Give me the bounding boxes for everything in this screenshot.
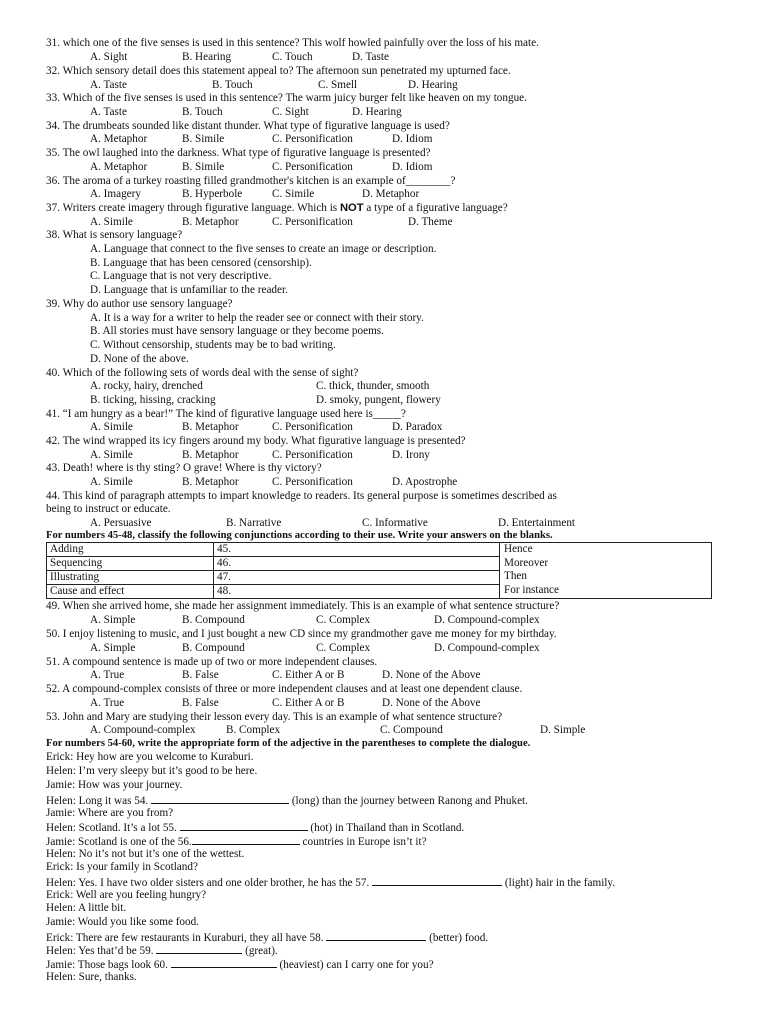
option-d[interactable]: D. Theme [408, 216, 453, 228]
option-a[interactable]: A. Metaphor [90, 161, 148, 173]
question-40: 40. Which of the following sets of words deal with the sense of sight? [46, 367, 359, 379]
dialogue-line: Jamie: Scotland is one of the 56. countries in Europe isn’t it? [46, 833, 768, 847]
option-b[interactable]: B. Metaphor [182, 476, 239, 488]
answer-blank-58[interactable] [326, 929, 426, 941]
options-41 [0, 420, 768, 434]
question-39: 39. Why do author use sensory language? [46, 298, 233, 310]
answer-blank[interactable]: 47. [214, 571, 500, 585]
option-d[interactable]: D. Paradox [392, 421, 443, 433]
option-c[interactable]: C. Either A or B [272, 697, 345, 709]
question-35: 35. The owl laughed into the darkness. What type of figurative language is presented? [46, 147, 431, 159]
dialogue-line: Jamie: Would you like some food. [46, 916, 200, 928]
answer-blank[interactable]: 45. [214, 543, 500, 557]
option-a[interactable]: A. Simple [90, 614, 136, 626]
option-c[interactable]: C. thick, thunder, smooth [316, 380, 430, 392]
option-b[interactable]: B. False [182, 697, 219, 709]
answer-blank-56[interactable] [192, 833, 300, 845]
answer-blank-54[interactable] [151, 792, 289, 804]
options-40-row1 [0, 379, 768, 393]
option-d[interactable]: D. Entertainment [498, 517, 576, 529]
option-c[interactable]: C. Simile [272, 188, 315, 200]
conjunction-word: For instance [504, 583, 559, 596]
table-row: Adding 45. Hence Moreover Then For instance [47, 543, 712, 557]
option-a[interactable]: A. True [90, 669, 125, 681]
option-b[interactable]: B. Metaphor [182, 421, 239, 433]
option-b[interactable]: B. Complex [226, 724, 281, 736]
answer-blank-59[interactable] [156, 942, 242, 954]
option-39-d[interactable]: D. None of the above. [90, 353, 189, 365]
dialogue-line: Jamie: How was your journey. [46, 779, 183, 791]
dialogue-line: Erick: There are few restaurants in Kuraburi, they all have 58. (better) food. [46, 929, 768, 943]
adjective-instruction: For numbers 54-60, write the appropriate form of the adjective in the parentheses to complete the dialogue. [46, 738, 531, 749]
option-38-c[interactable]: C. Language that is not very descriptive. [90, 270, 272, 282]
option-a[interactable]: A. Metaphor [90, 133, 148, 145]
options-52 [0, 696, 768, 710]
options-34 [0, 132, 768, 146]
options-32 [0, 78, 768, 92]
option-a[interactable]: A. Simile [90, 216, 133, 228]
option-a[interactable]: A. Simple [90, 642, 136, 654]
question-52: 52. A compound-complex consists of three or more independent clauses and at least one dependent clause. [46, 683, 523, 695]
options-50 [0, 641, 768, 655]
options-31 [0, 50, 768, 64]
option-c[interactable]: C. Sight [272, 106, 309, 118]
option-b[interactable]: B. Hearing [182, 51, 232, 63]
options-49 [0, 613, 768, 627]
option-b[interactable]: B. Touch [182, 106, 223, 118]
conjunction-table [46, 542, 712, 599]
option-d[interactable]: D. None of the Above [382, 669, 481, 681]
option-d[interactable]: D. Metaphor [362, 188, 420, 200]
question-44-cont: being to instruct or educate. [46, 503, 171, 515]
conjunction-instruction: For numbers 45-48, classify the following conjunctions according to their use. Write your answers on the blanks. [46, 530, 553, 541]
option-b[interactable]: B. Compound [182, 642, 245, 654]
option-b[interactable]: B. Simile [182, 133, 225, 145]
options-40-row2 [0, 393, 768, 407]
option-c[interactable]: C. Personification [272, 421, 353, 433]
option-c[interactable]: C. Smell [318, 79, 358, 91]
question-43: 43. Death! where is thy sting? O grave! Where is thy victory? [46, 462, 322, 474]
dialogue-line: Erick: Is your family in Scotland? [46, 861, 198, 873]
dialogue-line: Erick: Well are you feeling hungry? [46, 889, 207, 901]
option-d[interactable]: D. Apostrophe [392, 476, 458, 488]
conjunction-word: Moreover [504, 556, 549, 569]
question-41: 41. “I am hungry as a bear!” The kind of figurative language used here is_____? [46, 408, 406, 420]
options-36 [0, 187, 768, 201]
dialogue-line: Helen: I’m very sleepy but it’s good to be here. [46, 765, 258, 777]
question-34: 34. The drumbeats sounded like distant thunder. What type of figurative language is used? [46, 120, 450, 132]
dialogue-line: Helen: Yes. I have two older sisters and one older brother, he has the 57. (light) hair in the family. [46, 874, 768, 888]
option-a[interactable]: A. Simile [90, 449, 133, 461]
question-31: 31. which one of the five senses is used in this sentence? This wolf howled painfully over the loss of his mate. [46, 37, 539, 49]
options-37 [0, 215, 768, 229]
option-a[interactable]: A. Compound-complex [90, 724, 196, 736]
option-a[interactable]: A. Simile [90, 421, 133, 433]
option-d[interactable]: D. smoky, pungent, flowery [316, 394, 441, 406]
option-b[interactable]: B. Metaphor [182, 216, 239, 228]
option-b[interactable]: B. Metaphor [182, 449, 239, 461]
option-b[interactable]: B. ticking, hissing, cracking [90, 394, 216, 406]
option-39-c[interactable]: C. Without censorship, students may be to bad writing. [90, 339, 336, 351]
option-c[interactable]: C. Personification [272, 161, 353, 173]
option-d[interactable]: D. Idiom [392, 133, 433, 145]
conjunction-word: Hence [504, 543, 533, 555]
table-row: Illustrating 47. [47, 571, 712, 585]
answer-blank-60[interactable] [171, 956, 277, 968]
option-c[interactable]: C. Compound [380, 724, 443, 736]
option-b[interactable]: B. Narrative [226, 517, 282, 529]
option-b[interactable]: B. Touch [212, 79, 253, 91]
option-d[interactable]: D. Compound-complex [434, 642, 540, 654]
dialogue-line: Helen: Sure, thanks. [46, 971, 137, 983]
option-c[interactable]: C. Complex [316, 642, 371, 654]
option-a[interactable]: A. Taste [90, 106, 127, 118]
question-37: 37. Writers create imagery through figurative language. Which is NOT a type of a figurative language? [46, 202, 508, 214]
question-32: 32. Which sensory detail does this statement appeal to? The afternoon sun penetrated my upturned face. [46, 65, 511, 77]
question-42: 42. The wind wrapped its icy fingers around my body. What figurative language is presented? [46, 435, 466, 447]
answer-blank-57[interactable] [372, 874, 502, 886]
dialogue-line: Jamie: Those bags look 60. (heaviest) can I carry one for you? [46, 956, 768, 970]
option-c[interactable]: C. Either A or B [272, 669, 345, 681]
option-38-b[interactable]: B. Language that has been censored (censorship). [90, 257, 312, 269]
options-42 [0, 448, 768, 462]
option-c[interactable]: C. Informative [362, 517, 428, 529]
option-d[interactable]: D. Hearing [352, 106, 402, 118]
dialogue-line: Helen: Scotland. It’s a lot 55. (hot) in Thailand than in Scotland. [46, 819, 768, 833]
option-a[interactable]: A. Persuasive [90, 517, 152, 529]
question-51: 51. A compound sentence is made up of two or more independent clauses. [46, 656, 378, 668]
dialogue-line: Erick: Hey how are you welcome to Kuraburi. [46, 751, 254, 763]
option-d[interactable]: D. Taste [352, 51, 389, 63]
option-d[interactable]: D. Idiom [392, 161, 433, 173]
option-38-d[interactable]: D. Language that is unfamiliar to the reader. [90, 284, 288, 296]
question-38: 38. What is sensory language? [46, 229, 183, 241]
dialogue-line: Helen: Yes that’d be 59. (great). [46, 942, 768, 956]
dialogue-line: Jamie: Where are you from? [46, 807, 174, 819]
answer-blank-55[interactable] [180, 819, 308, 831]
table-row: Sequencing 46. [47, 557, 712, 571]
answer-blank[interactable]: 46. [214, 557, 500, 571]
option-c[interactable]: C. Personification [272, 216, 353, 228]
option-c[interactable]: C. Complex [316, 614, 371, 626]
question-33: 33. Which of the five senses is used in this sentence? The warm juicy burger felt like heaven on my tongue. [46, 92, 527, 104]
option-a[interactable]: A. Simile [90, 476, 133, 488]
option-d[interactable]: D. Compound-complex [434, 614, 540, 626]
option-c[interactable]: C. Personification [272, 133, 353, 145]
dialogue-line: Helen: A little bit. [46, 902, 127, 914]
option-c[interactable]: C. Personification [272, 449, 353, 461]
option-c[interactable]: C. Personification [272, 476, 353, 488]
option-39-a[interactable]: A. It is a way for a writer to help the reader see or connect with their story. [90, 312, 424, 324]
option-a[interactable]: A. Sight [90, 51, 128, 63]
dialogue-line: Helen: Long it was 54. (long) than the journey between Ranong and Phuket. [46, 792, 768, 806]
conjunction-word: Then [504, 570, 527, 582]
question-53: 53. John and Mary are studying their lesson every day. This is an example of what sentence structure? [46, 711, 503, 723]
question-49: 49. When she arrived home, she made her assignment immediately. This is an example of what sentence structure? [46, 600, 560, 612]
option-d[interactable]: D. Irony [392, 449, 430, 461]
answer-blank[interactable]: 48. [214, 585, 500, 599]
option-b[interactable]: B. Simile [182, 161, 225, 173]
options-35 [0, 160, 768, 174]
option-b[interactable]: B. Hyperbole [182, 188, 243, 200]
table-row: Cause and effect 48. [47, 585, 712, 599]
options-51 [0, 668, 768, 682]
question-36: 36. The aroma of a turkey roasting filled grandmother's kitchen is an example of________? [46, 175, 456, 187]
options-44 [0, 516, 768, 530]
option-a[interactable]: A. Taste [90, 79, 127, 91]
option-d[interactable]: D. Hearing [408, 79, 458, 91]
option-d[interactable]: D. None of the Above [382, 697, 481, 709]
options-43 [0, 475, 768, 489]
options-33 [0, 105, 768, 119]
option-a[interactable]: A. Imagery [90, 188, 141, 200]
option-a[interactable]: A. True [90, 697, 125, 709]
question-44: 44. This kind of paragraph attempts to impart knowledge to readers. Its general purpose is sometimes described as [46, 490, 557, 502]
options-53 [0, 723, 768, 737]
option-b[interactable]: B. Compound [182, 614, 245, 626]
option-39-b[interactable]: B. All stories must have sensory language or they become poems. [90, 325, 384, 337]
option-b[interactable]: B. False [182, 669, 219, 681]
option-c[interactable]: C. Touch [272, 51, 313, 63]
option-a[interactable]: A. rocky, hairy, drenched [90, 380, 203, 392]
dialogue-line: Helen: No it’s not but it’s one of the wettest. [46, 848, 245, 860]
option-38-a[interactable]: A. Language that connect to the five senses to create an image or description. [90, 243, 437, 255]
option-d[interactable]: D. Simple [540, 724, 586, 736]
question-50: 50. I enjoy listening to music, and I just bought a new CD since my grandmother gave me money for my birthday. [46, 628, 557, 640]
